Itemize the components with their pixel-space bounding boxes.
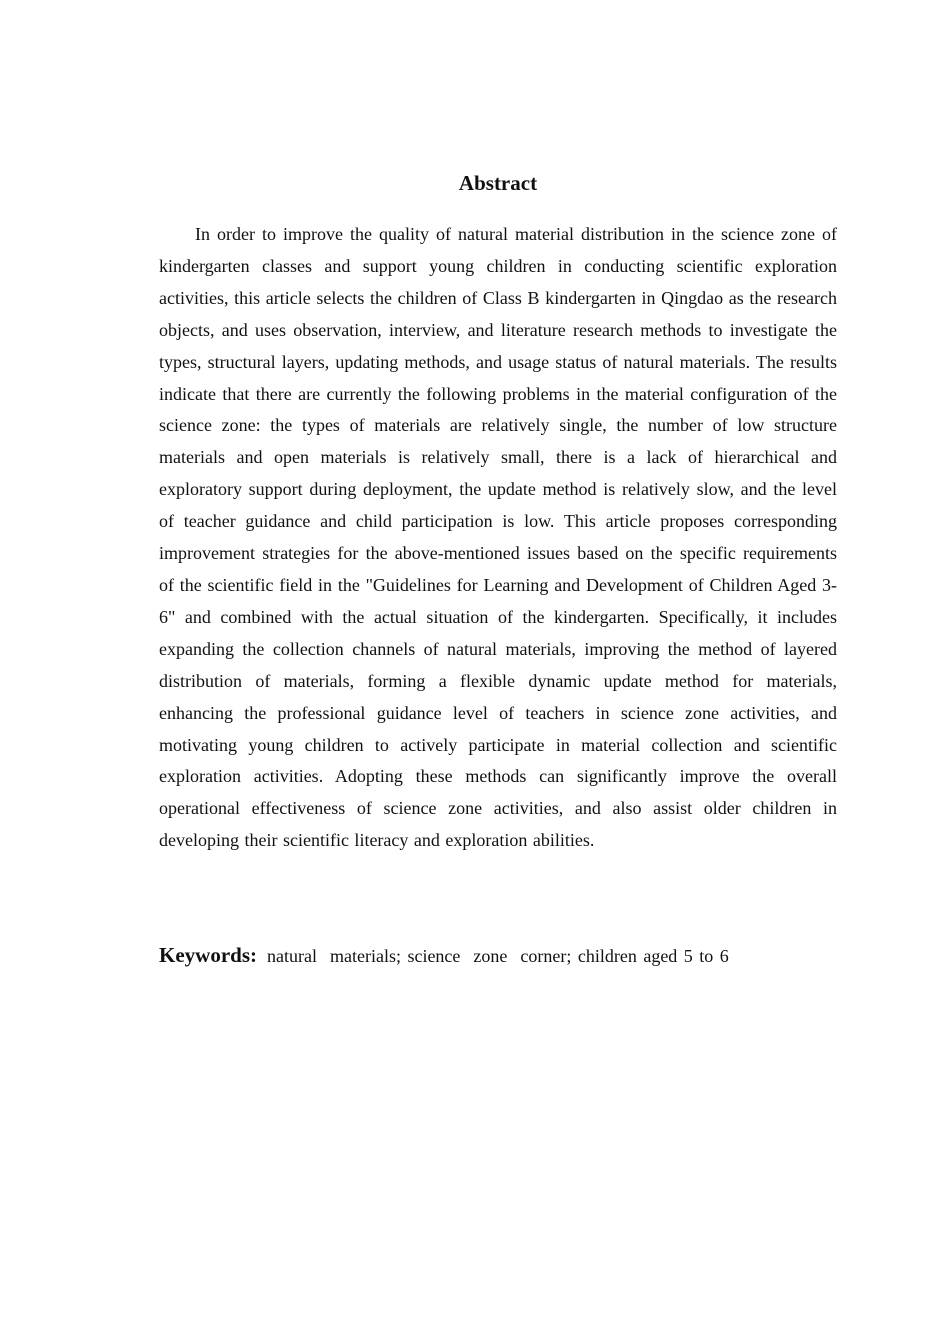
keywords-line — [159, 939, 837, 974]
abstract-title: Abstract — [458, 171, 538, 195]
keywords-text: natural materials; science zone corner; children aged 5 to 6 — [267, 946, 729, 966]
keywords-label: Keywords: — [159, 943, 257, 967]
abstract-body: In order to improve the quality of natural material distribution in the science zone of kindergarten classes and support young children in conducting scientific exploration activities, this article selects the children of Class B kindergarten in Qingdao as the research objects, and uses observation, interview, and literature research methods to investigate the types, structural layers, updating methods, and usage status of natural materials. The results indicate that there are currently the following problems in the material configuration of the science zone: the types of materials are relatively single, the number of low structure materials and open materials is relatively small, there is a lack of hierarchical and exploratory support during deployment, the update method is relatively slow, and the level of teacher guidance and child participation is low. This article proposes corresponding improvement strategies for the above-mentioned issues based on the specific requirements of the scientific field in the "Guidelines for Learning and Development of Children Aged 3-6" and combined with the actual situation of the kindergarten. Specifically, it includes expanding the collection channels of natural materials, improving the method of layered distribution of materials, forming a flexible dynamic update method for materials, enhancing the professional guidance level of teachers in science zone activities, and motivating young children to actively participate in material collection and scientific exploration activities. Adopting these methods can significantly improve the overall operational effectiveness of science zone activities, and also assist older children in developing their scientific literacy and exploration abilities. — [159, 224, 837, 851]
